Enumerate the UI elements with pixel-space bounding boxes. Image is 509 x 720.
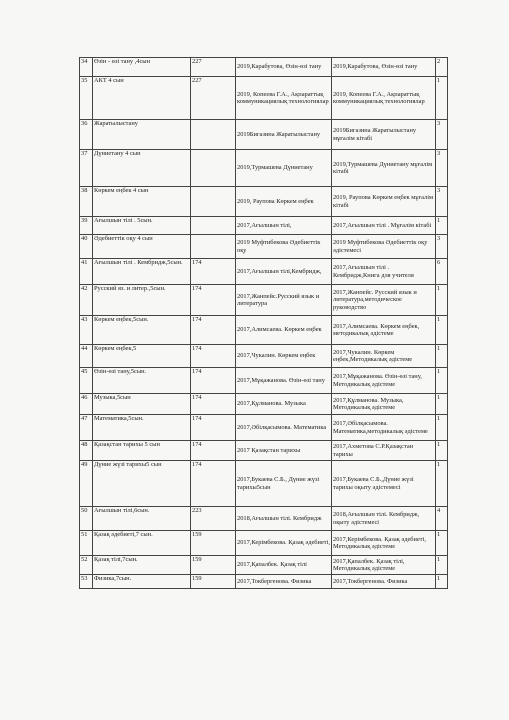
table-cell: Русский яз. и литер.,5сын. <box>93 285 191 316</box>
table-row <box>80 441 448 461</box>
table-cell: 2017,Токбергенова. Физика <box>236 575 332 589</box>
table-row <box>80 259 448 285</box>
table-cell: 2019, Раупова Көркем еңбек мұғалім кітабі <box>332 187 436 217</box>
table-row <box>80 120 448 150</box>
table-cell: 6 <box>436 259 448 285</box>
table-row <box>80 77 448 120</box>
table-cell: 40 <box>80 235 93 259</box>
table-cell: 4 <box>436 507 448 531</box>
table-row <box>80 507 448 531</box>
table-cell: 2017,Ахметова С.Р.Қазақстан тарихы <box>332 441 436 461</box>
table-cell: Өзін-өзі тану,5сын. <box>93 368 191 394</box>
table-cell: 159 <box>191 556 236 575</box>
table-cell: 159 <box>191 531 236 556</box>
table-cell: Музыка,5сын <box>93 394 191 415</box>
table-cell: 227 <box>191 58 236 77</box>
table-cell: 3 <box>436 150 448 187</box>
table-cell: 2019,Турмашева Дүниетану мұғалім кітабі <box>332 150 436 187</box>
table-row <box>80 150 448 187</box>
table-cell: 42 <box>80 285 93 316</box>
table-row <box>80 187 448 217</box>
table-row <box>80 285 448 316</box>
table-cell: 223 <box>191 507 236 531</box>
table-row <box>80 531 448 556</box>
table-cell: 159 <box>191 575 236 589</box>
table-cell: 2017,Әбілқасымова. Математика,методикалық әдістеме <box>332 415 436 441</box>
table-cell: 1 <box>436 217 448 235</box>
table-cell <box>191 235 236 259</box>
table-cell: 2019Бигазина Жаратылыстану мұғалім кітабі <box>332 120 436 150</box>
table-cell: 1 <box>436 556 448 575</box>
table-cell: 34 <box>80 58 93 77</box>
table-cell: 43 <box>80 316 93 345</box>
table-cell: Жаратылыстану <box>93 120 191 150</box>
table-cell: 38 <box>80 187 93 217</box>
table-cell: 53 <box>80 575 93 589</box>
table-cell: 2017,Алимсаева. Көркем еңбек <box>236 316 332 345</box>
table-cell: 174 <box>191 441 236 461</box>
table-cell: 174 <box>191 461 236 507</box>
table-cell: 2019Бигазина Жаратылыстану <box>236 120 332 150</box>
table-cell: 41 <box>80 259 93 285</box>
table-cell: 2017,Құлманова. Музыка, Методикалық әдістеме <box>332 394 436 415</box>
table-cell: Қазақ әдебиеті,7 сын. <box>93 531 191 556</box>
table-cell: 2017,Ағылшын тілі . Кембридж,Книга для учителя <box>332 259 436 285</box>
table-row <box>80 58 448 77</box>
table-cell: 2017,Қапалбек. Қазақ тілі <box>236 556 332 575</box>
table-cell: Дүние жүзі тарихы5 сын <box>93 461 191 507</box>
table-cell: Өзін - өзі тану ,4сын <box>93 58 191 77</box>
table-cell: 36 <box>80 120 93 150</box>
table-row <box>80 235 448 259</box>
table-cell: 174 <box>191 415 236 441</box>
table-cell: 1 <box>436 575 448 589</box>
table-row <box>80 217 448 235</box>
table-cell: Ағылшын тілі,6сын. <box>93 507 191 531</box>
table-row <box>80 368 448 394</box>
table-cell: 1 <box>436 368 448 394</box>
table-cell: Физика,7сын. <box>93 575 191 589</box>
table-row <box>80 394 448 415</box>
table-cell: 2017,Әбілқасымова. Математика <box>236 415 332 441</box>
table-cell: 174 <box>191 394 236 415</box>
table-cell: 227 <box>191 77 236 120</box>
table-cell: 2017,Құлманова. Музыка <box>236 394 332 415</box>
table-cell: Әдебиеттік оқу 4 сын <box>93 235 191 259</box>
table-cell: 174 <box>191 345 236 368</box>
table-cell: 3 <box>436 187 448 217</box>
table-cell: 1 <box>436 77 448 120</box>
table-row <box>80 556 448 575</box>
table-cell: 2019, Раупова Көркем еңбек <box>236 187 332 217</box>
table-cell: 2017,Букаева С.Б., Дүние жүзі тарихы5сын <box>236 461 332 507</box>
table-cell: 52 <box>80 556 93 575</box>
table-cell: 50 <box>80 507 93 531</box>
table-cell: Ағылшын тілі . 5сын. <box>93 217 191 235</box>
table-row <box>80 415 448 441</box>
table-cell: 1 <box>436 441 448 461</box>
table-cell: 174 <box>191 259 236 285</box>
table-cell: 2017,Чукалин. Көркем еңбек,Методикалық әдістеме <box>332 345 436 368</box>
table-cell: 2017,Чукалин. Көркем еңбек <box>236 345 332 368</box>
table-cell: 2017,Мұқажанова. Өзін-өзі тану, Методикалық әдістеме <box>332 368 436 394</box>
table-cell: 2017,Ағылшын тілі,Кембридж, <box>236 259 332 285</box>
table-cell: 35 <box>80 77 93 120</box>
table-cell: 2 <box>436 58 448 77</box>
table-row <box>80 575 448 589</box>
table-cell: 3 <box>436 235 448 259</box>
table-cell: 45 <box>80 368 93 394</box>
table-cell: 2017,Жанпейс. Русский язык и литература,методическое руководство <box>332 285 436 316</box>
table-cell: 47 <box>80 415 93 441</box>
table-row <box>80 461 448 507</box>
table-cell: 2019,Карабутова, Өзін-өзі тану <box>332 58 436 77</box>
table-cell: 51 <box>80 531 93 556</box>
table-cell: 2018,Ағылшын тілі. Кембридж, оқыту әдістемесі <box>332 507 436 531</box>
table-cell <box>191 120 236 150</box>
table-cell: 2019,Карабутова, Өзін-өзі тану <box>236 58 332 77</box>
table-cell: 49 <box>80 461 93 507</box>
table-cell: 1 <box>436 461 448 507</box>
table-cell: 2017,Жанпейс.Русский язык и литература <box>236 285 332 316</box>
table-cell: 2017,Керімбекова. Қазақ әдебиеті, <box>236 531 332 556</box>
table-cell: 2019 Муфтибекова Әдебиеттік оқу <box>236 235 332 259</box>
table-cell: 1 <box>436 316 448 345</box>
table-cell: 174 <box>191 316 236 345</box>
table-cell: 2017,Мұқажанова. Өзін-өзі тану <box>236 368 332 394</box>
table-cell: 2017,Қапалбек. Қазақ тілі, Методикалық әдістеме <box>332 556 436 575</box>
table-cell: 1 <box>436 285 448 316</box>
table-cell: 2017,Ағылшын тілі . Мұғалім кітабі <box>332 217 436 235</box>
table-cell: 1 <box>436 415 448 441</box>
table-cell: 2017,Керімбекова. Қазақ әдебиеті, Методикалық әдістеме <box>332 531 436 556</box>
table-cell: 46 <box>80 394 93 415</box>
table-cell: Қазақ тілі,7сын. <box>93 556 191 575</box>
table-cell: Көркем еңбек 4 сын <box>93 187 191 217</box>
table-cell: Көркем еңбек,5сын. <box>93 316 191 345</box>
table-cell <box>191 187 236 217</box>
table-cell: 39 <box>80 217 93 235</box>
table-cell: 2019, Копеева Г.А., Ақпараттық коммуникациялық технологиялар <box>236 77 332 120</box>
table-row <box>80 345 448 368</box>
table-cell: Көркем еңбек,5 <box>93 345 191 368</box>
table-cell: 2019,Турмашева Дүниетану <box>236 150 332 187</box>
table-cell: 2018,Ағылшын тілі. Кембридж <box>236 507 332 531</box>
table-cell: АКТ 4 сын <box>93 77 191 120</box>
table-cell: 174 <box>191 368 236 394</box>
table-cell: 2019 Муфтибекова Әдебиеттік оқу әдістемесі <box>332 235 436 259</box>
table-cell: 37 <box>80 150 93 187</box>
table-cell: 2017,Букаева С.Б.,Дүние жүзі тарихы оқыту әдістемесі <box>332 461 436 507</box>
textbook-table <box>79 57 448 589</box>
table-cell: Ағылшын тілі . Кембридж,5сын. <box>93 259 191 285</box>
table-cell: Математика,5сын. <box>93 415 191 441</box>
table-cell: 3 <box>436 120 448 150</box>
table-cell: 2017,Токбергенова. Физика <box>332 575 436 589</box>
table-cell: Дүниетану 4 сын <box>93 150 191 187</box>
table-cell <box>191 150 236 187</box>
table-cell: 1 <box>436 345 448 368</box>
table-cell: 1 <box>436 531 448 556</box>
table-cell: 48 <box>80 441 93 461</box>
table-cell: 174 <box>191 285 236 316</box>
table-cell: 2019, Копеева Г.А., Ақпараттық коммуникациялық технологиялар <box>332 77 436 120</box>
table-cell: 1 <box>436 394 448 415</box>
table-row <box>80 316 448 345</box>
table-cell: 2017,Ағылшын тілі, <box>236 217 332 235</box>
table-cell: 44 <box>80 345 93 368</box>
table-cell: 2017,Алимсаева. Көркем еңбек, методикалық әдістеме <box>332 316 436 345</box>
table-cell <box>191 217 236 235</box>
table-cell: 2017 Қазақстан тарихы <box>236 441 332 461</box>
table-cell: Қазақстан тарихы 5 сын <box>93 441 191 461</box>
